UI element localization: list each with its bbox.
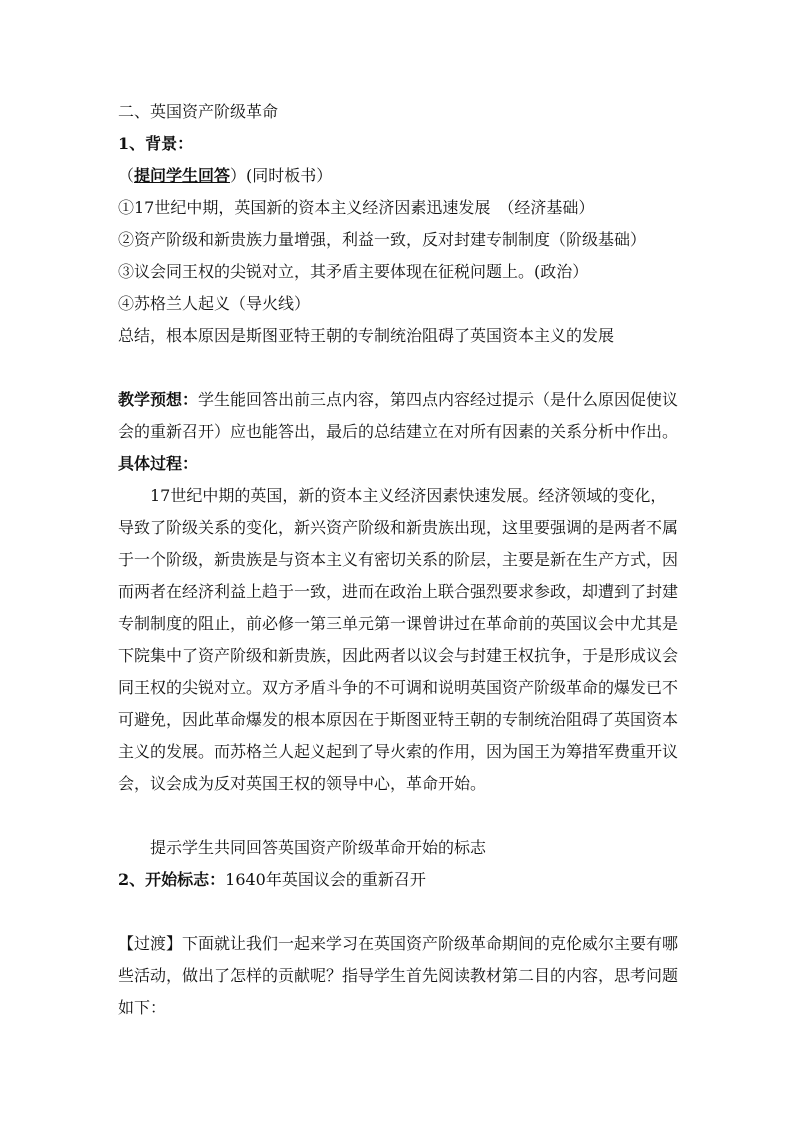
process-line-7: 同王权的尖锐对立。双方矛盾斗争的不可调和说明英国资产阶级革命的爆发已不 [118,678,679,697]
prompt-open-paren: （ [118,166,135,185]
prediction-line-1 [118,384,684,416]
transition-line-2: 些活动，做出了怎样的贡献呢？指导学生首先阅读教材第二目的内容，思考问题 [118,966,679,985]
spacer [118,896,684,928]
spacer [118,352,684,384]
point-3: ③议会同王权的尖锐对立，其矛盾主要体现在征税问题上。(政治） [118,262,589,281]
hint-line: 提示学生共同回答英国资产阶级革命开始的标志 [118,838,487,857]
prompt-bold-text: 提问学生回答 [134,166,231,185]
prediction-label: 教学预想： [118,390,199,409]
process-line-2: 导致了阶级关系的变化，新兴资产阶级和新贵族出现，这里要强调的是两者不属 [118,518,679,537]
spacer [118,800,684,832]
prompt-rest: ）(同时板书） [230,166,333,185]
process-line-8: 可避免，因此革命爆发的根本原因在于斯图亚特王朝的专制统治阻碍了英国资本 [118,710,679,729]
start-sign-text: 1640年英国议会的重新召开 [225,870,426,889]
process-line-4: 而两者在经济利益上趋于一致，进而在政治上联合强烈要求参政，却遭到了封建 [118,582,679,601]
process-line-9: 主义的发展。而苏格兰人起义起到了导火索的作用，因为国王为筹措军费重开议 [118,742,679,761]
start-sign-label: 2、开始标志： [118,870,226,889]
process-line-5: 专制制度的阻止，前必修一第三单元第一课曾讲过在革命前的英国议会中尤其是 [118,614,679,633]
process-line-6: 下院集中了资产阶级和新贵族，因此两者以议会与封建王权抗争，于是形成议会 [118,646,679,665]
process-line-3: 于一个阶级，新贵族是与资本主义有密切关系的阶层，主要是新在生产方式，因 [118,550,679,569]
document-page [118,96,684,1024]
prediction-line-2: 会的重新召开）应也能答出，最后的总结建立在对所有因素的关系分析中作出。 [118,422,679,441]
process-heading: 具体过程： [118,454,199,473]
transition-text-1: 下面就让我们一起来学习在英国资产阶级革命期间的克伦威尔主要有哪 [182,934,679,953]
prediction-text-1: 学生能回答出前三点内容，第四点内容经过提示（是什么原因促使议 [198,390,679,409]
transition-label: 【过渡】 [118,934,183,953]
transition-line-3: 如下： [118,998,167,1017]
point-4: ④苏格兰人起义（导火线） [118,294,311,313]
background-heading: 1、背景： [118,134,194,153]
start-sign-line [118,864,684,896]
prompt-line [118,160,684,192]
section-title: 二、英国资产阶级革命 [118,102,279,121]
process-line-1: 17世纪中期的英国，新的资本主义经济因素快速发展。经济领域的变化， [118,486,667,505]
point-1: ①17世纪中期，英国新的资本主义经济因素迅速发展 （经济基础） [118,198,595,217]
process-line-10: 会，议会成为反对英国王权的领导中心，革命开始。 [118,774,487,793]
point-2: ②资产阶级和新贵族力量增强，利益一致，反对封建专制制度（阶级基础） [118,230,647,249]
transition-line-1 [118,928,684,960]
summary-line: 总结，根本原因是斯图亚特王朝的专制统治阻碍了英国资本主义的发展 [118,326,615,345]
